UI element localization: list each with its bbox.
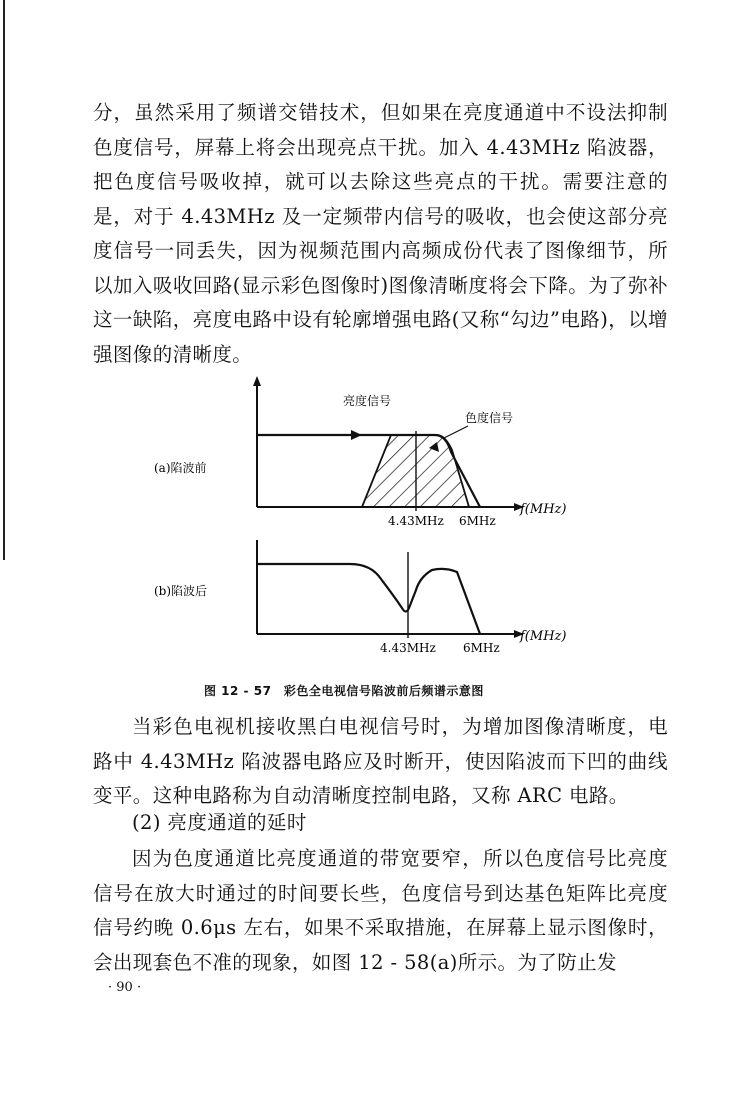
luma-signal-label: 亮度信号 [343, 394, 392, 408]
panel-a-y-arrow [253, 376, 261, 386]
tick-6-a-label: 6MHz [459, 514, 496, 528]
chroma-leader-line [444, 426, 468, 438]
body-paragraph-1: 分，虽然采用了频谱交错技术，但如果在亮度通道中不设法抑制色度信号，屏幕上将会出现亮点干扰。加入 4.43MHz 陷波器，把色度信号吸收掉，就可以去除这些亮点的干扰。需要注意的是，对于 4.43MHz 及一定频带内信号的吸收，也会使这部分亮度信号一同丢失，因为视频范围内高频成份代表了图像细节，所以加入吸收回路(显示彩色图像时)图像清晰度将会下降。为了弥补这一缺陷，亮度电路中设有轮廓增强电路(又称“勾边”电路)，以增强图像的清晰度。 [93, 101, 668, 366]
axis-label-a: f(MHz) [520, 502, 567, 517]
body-paragraph-2: 当彩色电视机接收黑白电视信号时，为增加图像清晰度，电路中 4.43MHz 陷波器电路应及时断开，使因陷波而下凹的曲线变平。这种电路称为自动清晰度控制电路，又称 ARC 电路。 [93, 715, 668, 807]
luma-arrow-a [351, 430, 362, 440]
figure-12-57 [150, 372, 590, 676]
tick-6-b-label: 6MHz [463, 641, 500, 655]
page-number: · 90 · [108, 980, 142, 995]
luma-curve-b [257, 564, 480, 634]
tick-443-a-label: 4.43MHz [388, 514, 444, 528]
tick-443-b-label: 4.43MHz [380, 641, 436, 655]
axis-label-b: f(MHz) [520, 629, 567, 644]
section-heading: (2) 亮度通道的延时 [132, 811, 307, 834]
figure-caption: 图 12 - 57 彩色全电视信号陷波前后频谱示意图 [204, 684, 484, 698]
spectrum-diagram [150, 372, 590, 672]
body-paragraph-3: 因为色度通道比亮度通道的带宽要窄，所以色度信号比亮度信号在放大时通过的时间要长些，色度信号到达基色矩阵比亮度信号约晚 0.6μs 左右，如果不采取措施，在屏幕上显示图像时，会出现套色不准的现象，如图 12 - 58(a)所示。为了防止发 [93, 847, 668, 974]
page-left-edge-rule [3, 0, 5, 560]
chroma-signal-label: 色度信号 [465, 411, 514, 425]
panel-b-label: (b)陷波后 [154, 584, 208, 598]
panel-a-label: (a)陷波前 [154, 461, 207, 475]
